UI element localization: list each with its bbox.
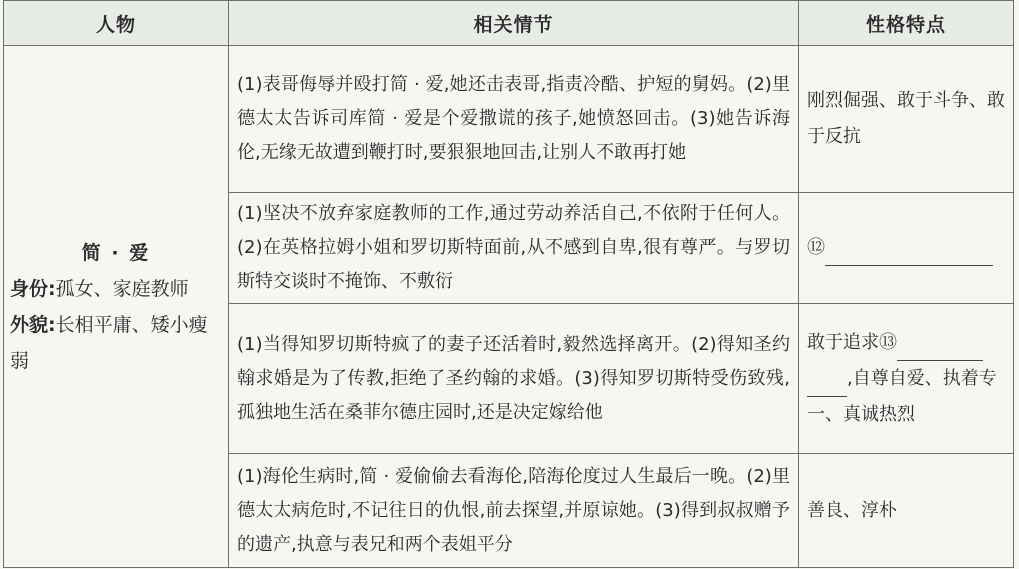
- person-name: 简 · 爱: [81, 241, 151, 264]
- appearance-label: 外貌:: [10, 313, 56, 336]
- trait-prefix: 敢于追求⑬: [807, 331, 897, 353]
- trait-cell: [799, 304, 1014, 454]
- plot-cell: (1)坚决不放弃家庭教师的工作,通过劳动养活自己,不依附于任何人。(2)在英格拉姆小姐和罗切斯特面前,从不感到自卑,很有尊严。与罗切斯特交谈时不掩饰、不敷衍: [229, 193, 799, 304]
- header-plot: 相关情节: [229, 1, 799, 46]
- plot-cell: (1)表哥侮辱并殴打简 · 爱,她还击表哥,指责冷酷、护短的舅妈。(2)里德太太告诉司库简 · 爱是个爱撒谎的孩子,她愤怒回击。(3)她告诉海伦,无缘无故遭到鞭打时,要狠狠地回击,让别人不敢再打她: [229, 46, 799, 193]
- header-row: [4, 1, 1014, 46]
- question-marker: ⑫: [807, 237, 825, 258]
- identity-label: 身份:: [10, 277, 56, 300]
- header-trait: 性格特点: [799, 1, 1014, 46]
- table-row: [4, 46, 1014, 193]
- trait-cell: 善良、淳朴: [799, 454, 1014, 568]
- header-person: 人物: [4, 1, 229, 46]
- character-analysis-table: [3, 0, 1014, 568]
- person-identity: [10, 271, 222, 307]
- person-cell: [4, 46, 229, 568]
- appearance-value: 长相平庸、矮小瘦弱: [10, 313, 208, 372]
- trait-cell: 刚烈倔强、敢于斗争、敢于反抗: [799, 46, 1014, 193]
- plot-cell: (1)当得知罗切斯特疯了的妻子还活着时,毅然选择离开。(2)得知圣约翰求婚是为了传教,拒绝了圣约翰的求婚。(3)得知罗切斯特受伤致残,孤独地生活在桑菲尔德庄园时,还是决定嫁给他: [229, 304, 799, 454]
- person-appearance: [10, 307, 222, 379]
- trait-cell: [799, 193, 1014, 304]
- answer-blank[interactable]: [897, 332, 983, 361]
- answer-blank[interactable]: [825, 237, 993, 266]
- trait-suffix: ,自尊自爱、执着专一、真诚热烈: [807, 367, 997, 425]
- plot-cell: (1)海伦生病时,简 · 爱偷偷去看海伦,陪海伦度过人生最后一晚。(2)里德太太病危时,不记往日的仇恨,前去探望,并原谅她。(3)得到叔叔赠予的遗产,执意与表兄和两个表姐平分: [229, 454, 799, 568]
- answer-blank-continued[interactable]: [807, 368, 847, 397]
- identity-value: 孤女、家庭教师: [55, 277, 189, 300]
